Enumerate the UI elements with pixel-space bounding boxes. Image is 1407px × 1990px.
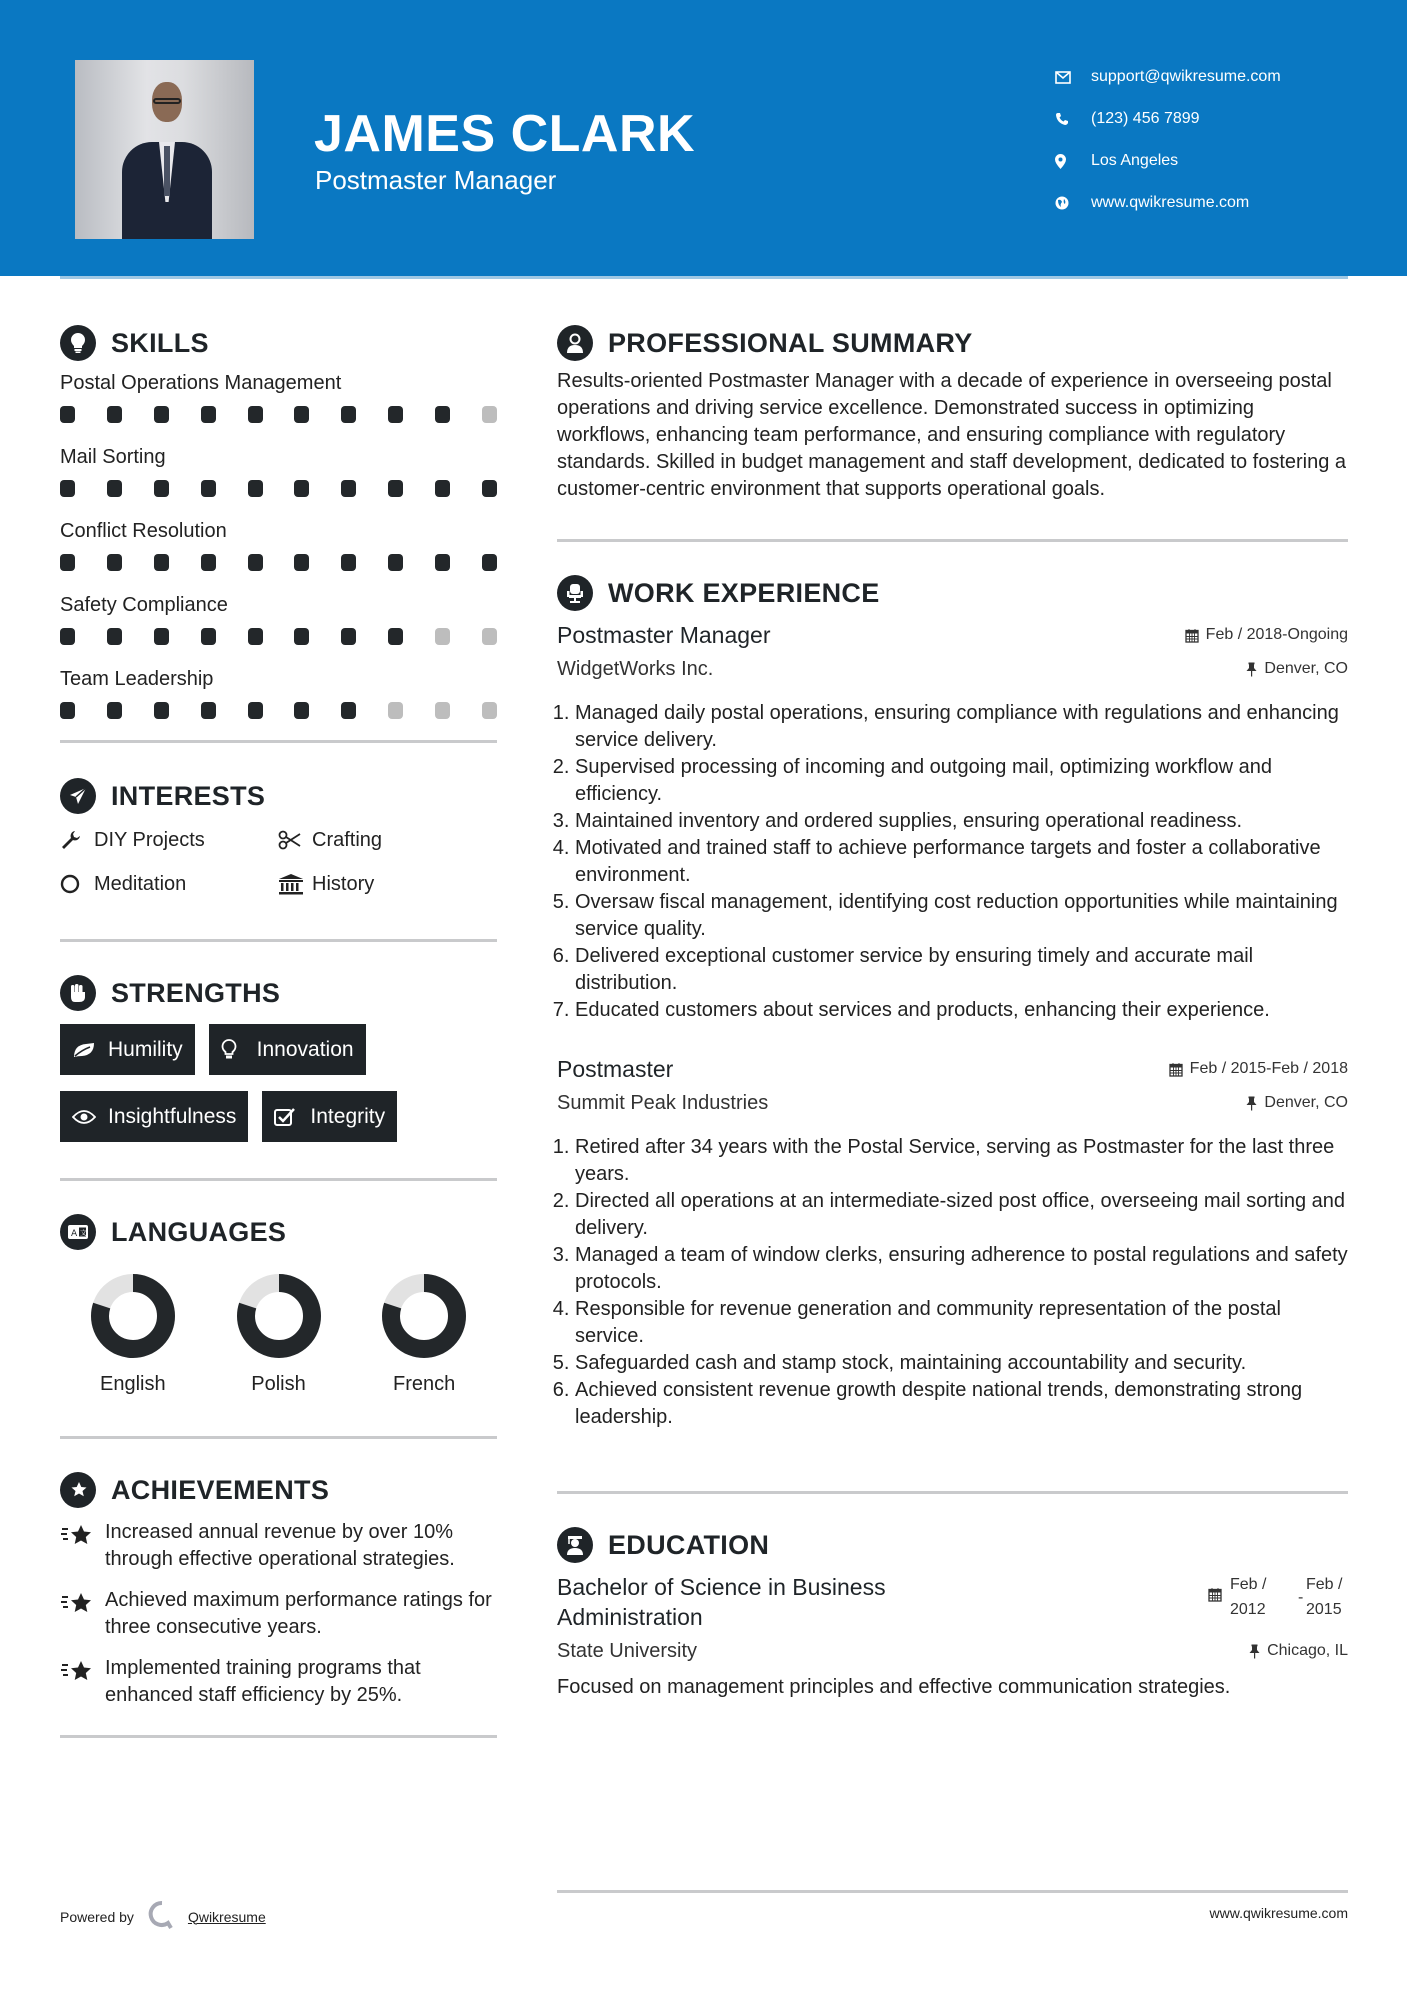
section-title: EDUCATION bbox=[608, 1529, 770, 1560]
interests-section bbox=[60, 773, 497, 899]
svg-text:文: 文 bbox=[80, 1229, 87, 1237]
languages-section bbox=[60, 1209, 497, 1396]
left-column bbox=[60, 320, 497, 1738]
section-divider bbox=[557, 1491, 1348, 1494]
qwikresume-logo-icon bbox=[148, 1900, 176, 1933]
job-dates: Feb / 2018-Ongoing bbox=[1185, 626, 1348, 644]
skill-item: Team Leadership bbox=[60, 664, 497, 738]
fist-icon bbox=[60, 975, 96, 1011]
strengths-section bbox=[60, 970, 497, 1142]
scissors-icon bbox=[278, 830, 312, 850]
language-item: English bbox=[60, 1273, 206, 1396]
shooting-star-icon bbox=[60, 1655, 105, 1688]
paper-plane-icon bbox=[60, 778, 96, 814]
lightbulb-icon bbox=[60, 325, 96, 361]
achievements-section bbox=[60, 1467, 497, 1709]
skill-item: Postal Operations Management bbox=[60, 368, 497, 442]
achievement-item: Increased annual revenue by over 10% through effective operational strategies. bbox=[60, 1519, 497, 1573]
language-item: Polish bbox=[206, 1273, 352, 1396]
skill-rating bbox=[60, 546, 497, 590]
circle-icon bbox=[60, 873, 94, 895]
header-banner bbox=[0, 0, 1407, 276]
section-divider bbox=[557, 539, 1348, 542]
footer-divider bbox=[557, 1890, 1348, 1893]
job-company: WidgetWorks Inc. bbox=[557, 657, 714, 680]
lightbulb-icon bbox=[221, 1039, 257, 1061]
envelope-icon bbox=[1055, 71, 1091, 84]
calendar-icon bbox=[1185, 628, 1199, 643]
strength-chip: Integrity bbox=[262, 1091, 397, 1142]
achievement-item: Achieved maximum performance ratings for three consecutive years. bbox=[60, 1587, 497, 1641]
office-chair-icon bbox=[557, 575, 593, 611]
job-title: Postmaster bbox=[557, 1055, 674, 1082]
section-divider bbox=[60, 939, 497, 942]
summary-text: Results-oriented Postmaster Manager with a decade of experience in overseeing postal operations and driving service excellence. Demonstrated success in optimizing workflows, enhancing team performance, and ensuring compliance with regulatory standards. Skilled in budget management and staff development, dedicated to fostering a customer-centric environment that supports operational goals. bbox=[557, 370, 1347, 500]
header-divider bbox=[60, 276, 1348, 279]
calendar-icon bbox=[1208, 1585, 1222, 1610]
section-title: ACHIEVEMENTS bbox=[111, 1474, 330, 1505]
job-location: Denver, CO bbox=[1246, 1094, 1348, 1112]
qwikresume-link[interactable]: Qwikresume bbox=[187, 1908, 266, 1925]
candidate-name: JAMES CLARK bbox=[314, 105, 696, 163]
calendar-icon bbox=[1169, 1062, 1183, 1077]
eye-icon bbox=[72, 1109, 108, 1125]
education-dates: Feb / 2012 - Feb / 2015 bbox=[1208, 1572, 1348, 1622]
footer-website[interactable]: www.qwikresume.com bbox=[1209, 1905, 1348, 1921]
contact-website[interactable]: www.qwikresume.com bbox=[1055, 182, 1281, 224]
shooting-star-icon bbox=[60, 1519, 105, 1552]
skill-item: Conflict Resolution bbox=[60, 516, 497, 590]
interest-item: Meditation bbox=[60, 869, 278, 899]
skills-section bbox=[60, 320, 497, 738]
section-title: INTERESTS bbox=[111, 780, 266, 811]
interest-item: DIY Projects bbox=[60, 825, 278, 855]
wrench-icon bbox=[60, 829, 94, 851]
language-proficiency-donut bbox=[236, 1273, 322, 1359]
contact-location: Los Angeles bbox=[1055, 140, 1281, 182]
section-divider bbox=[60, 740, 497, 743]
job-bullets: 1. Managed daily postal operations, ensuring compliance with regulations and enhancing service delivery. 2. Supervised processing of incoming and outgoing mail, optimizing workflow and efficiency. 3. Maintained inventory and ordered supplies, ensuring operational readiness. 4. Motivated and trained staff to achieve performance targets and foster a collaborative environment. 5. Oversaw fiscal management, identifying cost reduction opportunities while maintaining service quality. 6. Delivered exceptional customer service by ensuring timely and accurate mail distribution. 7. Educated customers about services and products, enhancing their experience. bbox=[557, 700, 1348, 1024]
globe-icon bbox=[1055, 196, 1091, 210]
experience-section bbox=[557, 570, 1348, 1431]
section-title: STRENGTHS bbox=[111, 977, 281, 1008]
skill-rating bbox=[60, 398, 497, 442]
check-square-icon bbox=[274, 1107, 310, 1127]
strength-chip: Innovation bbox=[209, 1024, 366, 1075]
section-divider bbox=[60, 1178, 497, 1181]
section-title: WORK EXPERIENCE bbox=[608, 577, 880, 608]
skill-rating bbox=[60, 694, 497, 738]
job-entry bbox=[557, 618, 1348, 1024]
contact-email[interactable]: support@qwikresume.com bbox=[1055, 56, 1281, 98]
map-marker-icon bbox=[1055, 154, 1091, 169]
interest-item: Crafting bbox=[278, 825, 496, 855]
contact-list bbox=[1055, 56, 1281, 224]
section-title: PROFESSIONAL SUMMARY bbox=[608, 327, 973, 358]
school-name: State University bbox=[557, 1639, 698, 1662]
degree-title: Bachelor of Science in Business Administration bbox=[557, 1574, 886, 1630]
svg-text:A: A bbox=[71, 1229, 78, 1239]
section-divider bbox=[60, 1436, 497, 1439]
job-title: Postmaster Manager bbox=[557, 621, 771, 648]
pushpin-icon bbox=[1246, 1096, 1257, 1111]
footer-powered-by: Powered by Qwikresume bbox=[60, 1900, 266, 1933]
interest-item: History bbox=[278, 869, 496, 899]
skill-rating bbox=[60, 620, 497, 664]
right-column bbox=[557, 320, 1348, 1701]
section-divider bbox=[60, 1735, 497, 1738]
job-company: Summit Peak Industries bbox=[557, 1091, 769, 1114]
job-entry bbox=[557, 1052, 1348, 1431]
skill-rating bbox=[60, 472, 497, 516]
bank-icon bbox=[278, 873, 312, 895]
job-location: Denver, CO bbox=[1246, 660, 1348, 678]
job-dates: Feb / 2015-Feb / 2018 bbox=[1169, 1060, 1348, 1078]
education-entry bbox=[557, 1572, 1348, 1701]
graduate-icon bbox=[557, 1527, 593, 1563]
skill-item: Mail Sorting bbox=[60, 442, 497, 516]
achievement-item: Implemented training programs that enhanced staff efficiency by 25%. bbox=[60, 1655, 497, 1709]
summary-section bbox=[557, 320, 1348, 503]
language-proficiency-donut bbox=[90, 1273, 176, 1359]
leaf-icon bbox=[72, 1041, 108, 1059]
pushpin-icon bbox=[1246, 662, 1257, 677]
language-item: French bbox=[351, 1273, 497, 1396]
strength-chip: Humility bbox=[60, 1024, 195, 1075]
section-title: LANGUAGES bbox=[111, 1216, 287, 1247]
section-title: SKILLS bbox=[111, 327, 209, 358]
profile-photo bbox=[75, 60, 254, 239]
candidate-title: Postmaster Manager bbox=[315, 165, 557, 195]
star-badge-icon bbox=[60, 1472, 96, 1508]
education-section bbox=[557, 1522, 1348, 1701]
pushpin-icon bbox=[1249, 1644, 1260, 1659]
shooting-star-icon bbox=[60, 1587, 105, 1620]
skill-item: Safety Compliance bbox=[60, 590, 497, 664]
job-bullets: 1. Retired after 34 years with the Postal Service, serving as Postmaster for the last three years. 2. Directed all operations at an intermediate-sized post office, overseeing mail sorting and delivery. 3. Managed a team of window clerks, ensuring adherence to postal regulations and safety protocols. 4. Responsible for revenue generation and community representation of the postal service. 5. Safeguarded cash and stamp stock, maintaining accountability and security. 6. Achieved consistent revenue growth despite national trends, demonstrating strong leadership. bbox=[557, 1134, 1348, 1431]
language-icon bbox=[60, 1214, 96, 1250]
strength-chip: Insightfulness bbox=[60, 1091, 248, 1142]
language-proficiency-donut bbox=[381, 1273, 467, 1359]
education-description: Focused on management principles and effective communication strategies. bbox=[557, 1676, 1231, 1698]
user-icon bbox=[557, 325, 593, 361]
contact-phone[interactable]: (123) 456 7899 bbox=[1055, 98, 1281, 140]
phone-icon bbox=[1055, 112, 1091, 126]
education-location: Chicago, IL bbox=[1249, 1642, 1348, 1660]
